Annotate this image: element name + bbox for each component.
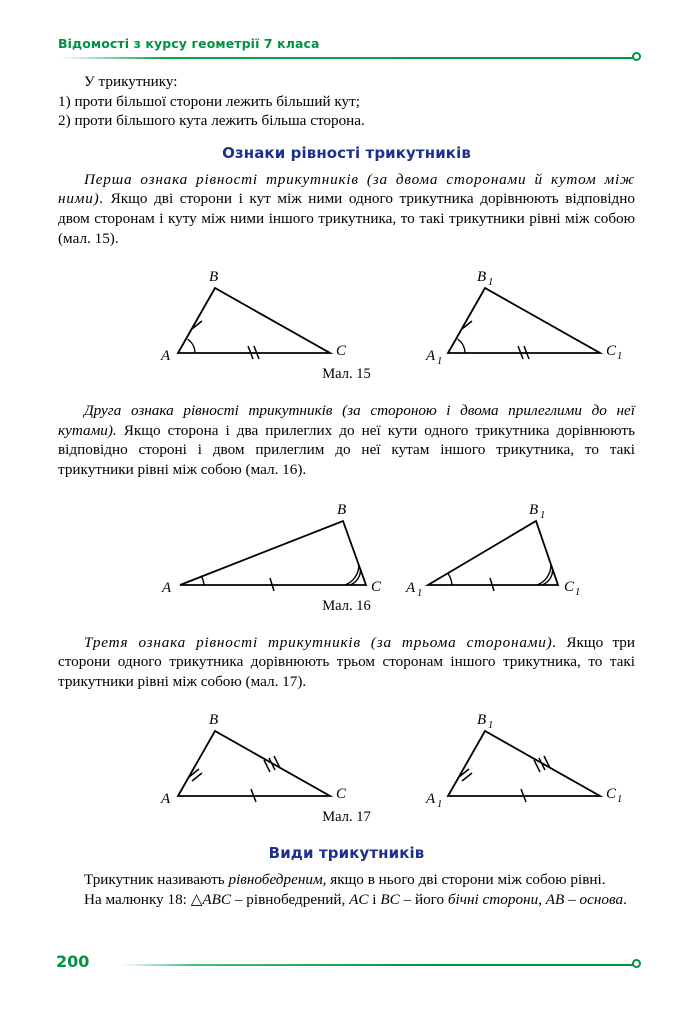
- triangle-a1b1c1-label-a: A: [426, 348, 436, 365]
- isosceles-text-a: Трикутник називають: [84, 871, 229, 889]
- intro-item-1: 1) проти більшої сторони лежить більший кут;: [58, 92, 361, 110]
- triangle-abc-label-b: B: [209, 269, 219, 286]
- paragraph-criterion-2: [58, 401, 635, 479]
- triangle-a1b1c1-label-b-sub: 1: [488, 277, 494, 289]
- triangle-a1b1c1-2-angle-arc-c-2: [537, 565, 551, 585]
- fig18-text-f: –: [564, 890, 580, 908]
- paragraph-isosceles-definition: [58, 870, 635, 890]
- triangle-a1b1c1-3-label-a-sub: 1: [437, 799, 443, 810]
- triangle-abc: [160, 269, 347, 364]
- page-footer: [0, 952, 695, 982]
- figure-15-drawing: [58, 261, 635, 366]
- triangle-abc-label-c: C: [336, 343, 347, 360]
- fig18-emphasis-lateral: бічні сторони: [447, 890, 539, 908]
- triangle-abc-2-outline: [180, 521, 366, 585]
- triangle-a1b1c1-2-label-a-sub: 1: [417, 587, 423, 598]
- footer-rule: [120, 964, 635, 966]
- triangle-a1b1c1-label-c-sub: 1: [617, 351, 623, 363]
- fig18-text-c: і: [368, 890, 381, 908]
- triangle-abc-2-label-a: A: [162, 579, 172, 596]
- figure-16-caption: Мал. 16: [322, 597, 371, 614]
- figure-17: [58, 704, 635, 826]
- triangle-abc-3: [160, 712, 347, 807]
- fig18-side-ac: AC: [349, 890, 369, 908]
- triangle-a1b1c1-label-b: B: [477, 269, 487, 286]
- fig18-emphasis-base: основа: [579, 890, 624, 908]
- running-head-title: Відомості з курсу геометрії 7 класа: [58, 36, 320, 51]
- triangle-a1b1c1-2-label-a: A: [406, 579, 416, 596]
- triangle-a1b1c1-2-label-c: C: [564, 578, 575, 595]
- isosceles-emphasis: рівнобедреним: [228, 871, 323, 889]
- isosceles-text-b: , якщо в нього дві сторони між собою рівні.: [322, 871, 606, 889]
- figure-15-caption: Мал. 15: [322, 366, 371, 383]
- paragraph-figure-18-reference: [58, 890, 635, 910]
- triangle-a1b1c1: [425, 269, 622, 366]
- figure-17-caption: Мал. 17: [322, 809, 371, 826]
- triangle-abc-label-a: A: [161, 348, 171, 365]
- triangle-abc-3-label-b: B: [209, 712, 219, 729]
- triangle-a1b1c1-label-c: C: [606, 343, 617, 360]
- triangle-a1b1c1-label-a-sub: 1: [437, 356, 443, 367]
- triangle-a1b1c1-2: [405, 502, 580, 598]
- section-heading-criteria: Ознаки рівності трикутників: [222, 143, 471, 162]
- fig18-text-e: ,: [538, 890, 546, 908]
- fig18-text-d: – його: [399, 890, 448, 908]
- figure-16: [58, 493, 635, 615]
- fig18-text-g: .: [623, 890, 627, 908]
- footer-circle-ornament: [632, 959, 641, 968]
- triangle-a1b1c1-3-label-c-sub: 1: [617, 794, 623, 806]
- triangle-abc-angle-arc-a: [188, 339, 195, 353]
- triangle-a1b1c1-3: [425, 712, 622, 809]
- intro-item-2: 2) проти більшого кута лежить більша сторона.: [58, 112, 365, 130]
- triangle-abc-3-outline: [178, 731, 330, 796]
- triangle-a1b1c1-3-outline: [448, 731, 600, 796]
- triangle-a1b1c1-outline: [448, 288, 600, 353]
- triangle-a1b1c1-3-label-b: B: [477, 712, 487, 729]
- figure-17-drawing: [58, 704, 635, 809]
- triangle-a1b1c1-3-label-c: C: [606, 786, 617, 803]
- triangle-a1b1c1-2-label-c-sub: 1: [575, 586, 581, 598]
- triangle-a1b1c1-angle-arc-a: [458, 339, 465, 353]
- running-head: [0, 36, 695, 66]
- fig18-text-a: На малюнку 18:: [84, 890, 191, 908]
- section-heading-types: Види трикутників: [268, 844, 425, 863]
- page-number: 200: [56, 952, 90, 971]
- page-content: [58, 72, 635, 910]
- running-head-circle-ornament: [632, 52, 641, 61]
- paragraph-criterion-1: [58, 170, 635, 248]
- figure-16-drawing: [58, 493, 635, 598]
- triangle-abc-2-label-b: B: [337, 501, 347, 518]
- criterion-2-emphasis: Друга ознака рівності трикутників (за стороною і двома прилеглими до неї кутами).: [58, 402, 635, 439]
- triangle-abc-2-angle-arc-a: [201, 575, 204, 584]
- criterion-3-rest: Якщо три сторони одного трикутника дорівнюють трьом сторонам іншого трикутника, то такі трикутники рівні між собою (мал. 17).: [58, 633, 636, 690]
- triangle-a1b1c1-3-label-a: A: [426, 791, 436, 808]
- figure-15: [58, 261, 635, 383]
- paragraph-criterion-3: [58, 633, 635, 692]
- criterion-2-rest: Якщо сторона і два прилеглих до неї кути одного трикутника дорівнюють відповідно стороні і двом прилеглим до неї кутам іншого трикутника, то такі трикутники рівні між собою (мал. 16).: [58, 421, 635, 478]
- criterion-1-rest: Якщо дві сторони і кут між ними одного трикутника дорівнюють відповідно двом сторонам і куту між ними іншого трикутника, то такі трикутники рівні між собою (мал. 15).: [58, 190, 635, 247]
- triangle-abc-3-label-c: C: [336, 786, 347, 803]
- triangle-a1b1c1-3-label-b-sub: 1: [488, 720, 494, 732]
- triangle-a1b1c1-2-label-b-sub: 1: [540, 509, 546, 521]
- triangle-abc-2-angle-arc-c-2: [345, 565, 359, 585]
- criterion-1-emphasis: Перша ознака рівності трикутників (за двома сторонами й кутом між ними).: [58, 170, 635, 208]
- triangle-abc-2-label-c: C: [371, 578, 382, 595]
- fig18-text-b: – рівнобедрений,: [231, 890, 350, 908]
- intro-lead: У трикутнику:: [84, 73, 178, 90]
- fig18-triangle-abc: △ABC: [190, 890, 232, 908]
- triangle-abc-outline: [178, 288, 330, 353]
- triangle-a1b1c1-2-angle-arc-a: [448, 573, 452, 584]
- triangle-abc-2: [161, 502, 382, 596]
- triangle-a1b1c1-2-outline: [428, 521, 558, 585]
- criterion-3-emphasis: Третя ознака рівності трикутників (за трьома сторонами).: [84, 633, 558, 651]
- running-head-rule: [58, 57, 635, 59]
- fig18-side-bc: BC: [380, 890, 400, 908]
- fig18-side-ab: AB: [545, 890, 565, 908]
- triangle-abc-3-label-a: A: [161, 791, 171, 808]
- triangle-a1b1c1-2-label-b: B: [529, 501, 539, 518]
